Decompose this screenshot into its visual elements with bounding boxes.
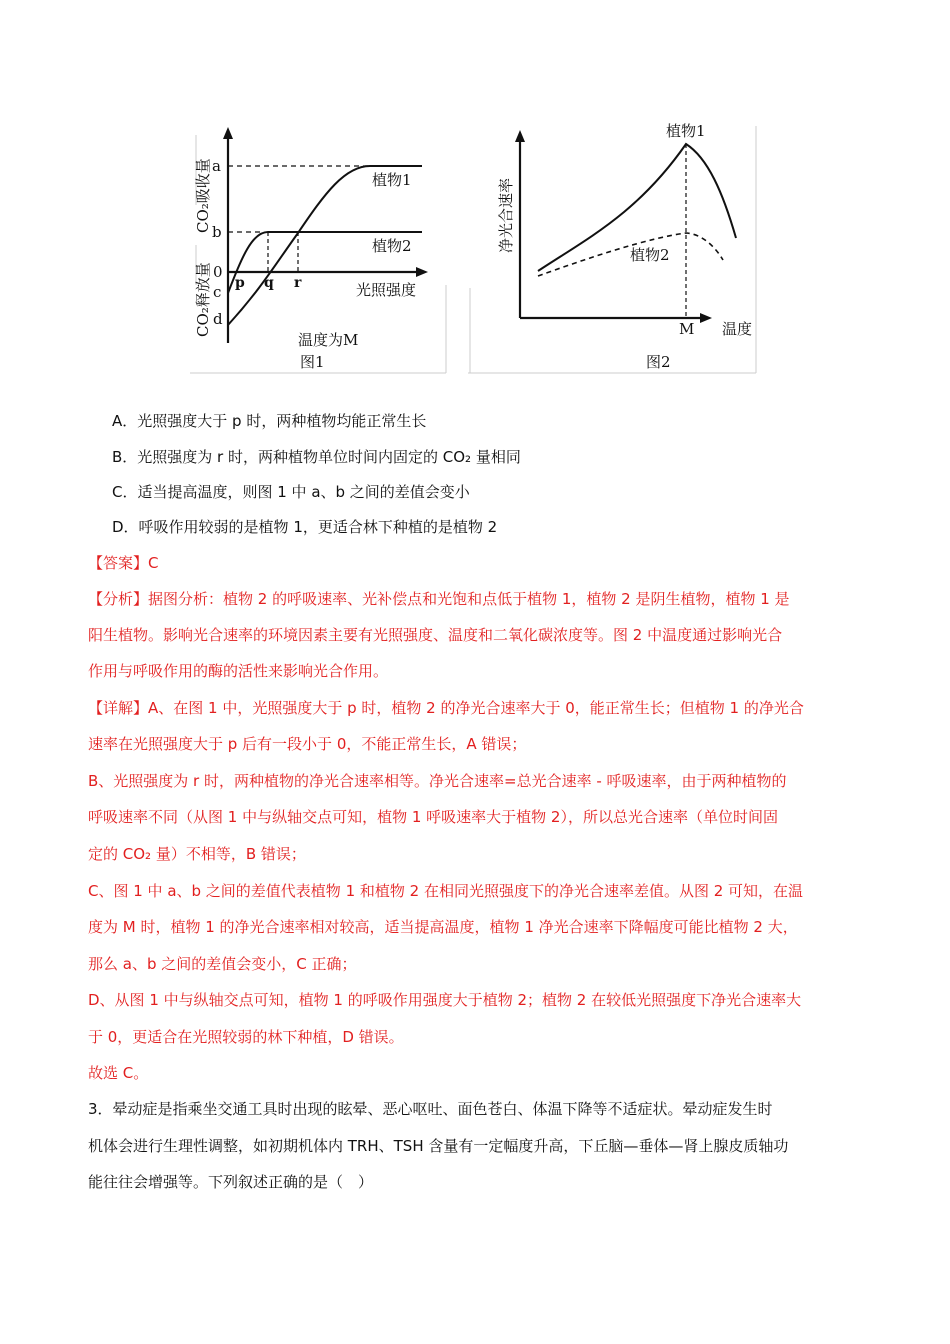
answer: 【答案】C: [88, 554, 159, 572]
detail-line: D、从图 1 中与纵轴交点可知，植物 1 的呼吸作用强度大于植物 2；植物 2 在较低光照强度下净光合速率大: [88, 991, 802, 1009]
fig2-x-label: 温度: [722, 320, 753, 338]
detail-line: 度为 M 时，植物 1 的净光合速率相对较高，适当提高温度，植物 1 净光合速率下降幅度可能比植物 2 大，: [88, 918, 798, 936]
fig2-y-arrow: [515, 130, 525, 142]
detail-line: 于 0，更适合在光照较弱的林下种植，D 错误。: [88, 1028, 404, 1046]
option-d: D．呼吸作用较弱的是植物 1，更适合林下种植的是植物 2: [112, 518, 498, 536]
detail-line: C、图 1 中 a、b 之间的差值代表植物 1 和植物 2 在相同光照强度下的净光合速率差值。从图 2 可知，在温: [88, 882, 804, 900]
fig1-condition: 温度为M: [298, 331, 359, 349]
fig1-tick-0: 0: [213, 263, 223, 281]
detail-line: B、光照强度为 r 时，两种植物的净光合速率相等。净光合速率=总光合速率 - 呼吸速率，由于两种植物的: [88, 772, 787, 790]
detail-line: 定的 CO₂ 量）不相等，B 错误；: [88, 845, 306, 863]
fig1-tick-p: p: [235, 275, 245, 291]
figure-1: [190, 125, 448, 375]
fig2-tick-m: M: [679, 320, 695, 338]
figure-2: [468, 118, 758, 375]
fig2-y-label: 净光合速率: [497, 177, 515, 253]
fig1-tick-r: r: [294, 275, 302, 291]
fig1-y-label-bottom: CO₂释放量: [194, 262, 212, 337]
question-3-line: 机体会进行生理性调整，如初期机体内 TRH、TSH 含量有一定幅度升高，下丘脑—垂体—肾上腺皮质轴功: [88, 1137, 789, 1155]
fig1-y-arrow: [223, 127, 233, 139]
detail-line: 【详解】A、在图 1 中，光照强度大于 p 时，植物 2 的净光合速率大于 0，能正常生长；但植物 1 的净光合: [88, 699, 804, 717]
fig1-x-arrow: [416, 267, 428, 277]
fig2-series-plant2: 植物2: [630, 246, 670, 264]
option-a: A．光照强度大于 p 时，两种植物均能正常生长: [112, 412, 427, 430]
fig1-series-plant1: 植物1: [372, 171, 412, 189]
fig1-series-plant2: 植物2: [372, 237, 412, 255]
fig1-tick-d: d: [213, 310, 223, 328]
question-3-line: 3．晕动症是指乘坐交通工具时出现的眩晕、恶心呕吐、面色苍白、体温下降等不适症状。晕动症发生时: [88, 1100, 773, 1118]
detail-line: 那么 a、b 之间的差值会变小，C 正确；: [88, 955, 357, 973]
fig1-tick-q: q: [264, 275, 274, 291]
analysis-line: 阳生植物。影响光合速率的环境因素主要有光照强度、温度和二氧化碳浓度等。图 2 中温度通过影响光合: [88, 626, 783, 644]
fig2-x-arrow: [700, 313, 712, 323]
option-b: B．光照强度为 r 时，两种植物单位时间内固定的 CO₂ 量相同: [112, 448, 521, 466]
fig1-x-label: 光照强度: [356, 281, 417, 299]
fig1-tick-c: c: [213, 283, 222, 301]
fig2-caption: 图2: [646, 353, 671, 371]
question-3-line: 能往往会增强等。下列叙述正确的是（ ）: [88, 1173, 374, 1191]
fig1-caption: 图1: [300, 353, 325, 371]
conclusion: 故选 C。: [88, 1064, 149, 1082]
fig1-y-label-top: CO₂吸收量: [194, 158, 212, 233]
analysis-line: 作用与呼吸作用的酶的活性来影响光合作用。: [88, 662, 389, 680]
fig1-tick-b: b: [212, 223, 222, 241]
fig1-tick-a: a: [212, 157, 221, 175]
option-c: C．适当提高温度，则图 1 中 a、b 之间的差值会变小: [112, 483, 470, 501]
fig2-series-plant1: 植物1: [666, 122, 706, 140]
detail-line: 速率在光照强度大于 p 后有一段小于 0，不能正常生长，A 错误；: [88, 735, 527, 753]
detail-line: 呼吸速率不同（从图 1 中与纵轴交点可知，植物 1 呼吸速率大于植物 2），所以总光合速率（单位时间固: [88, 808, 778, 826]
analysis-line: 【分析】据图分析：植物 2 的呼吸速率、光补偿点和光饱和点低于植物 1，植物 2 是阴生植物，植物 1 是: [88, 590, 790, 608]
